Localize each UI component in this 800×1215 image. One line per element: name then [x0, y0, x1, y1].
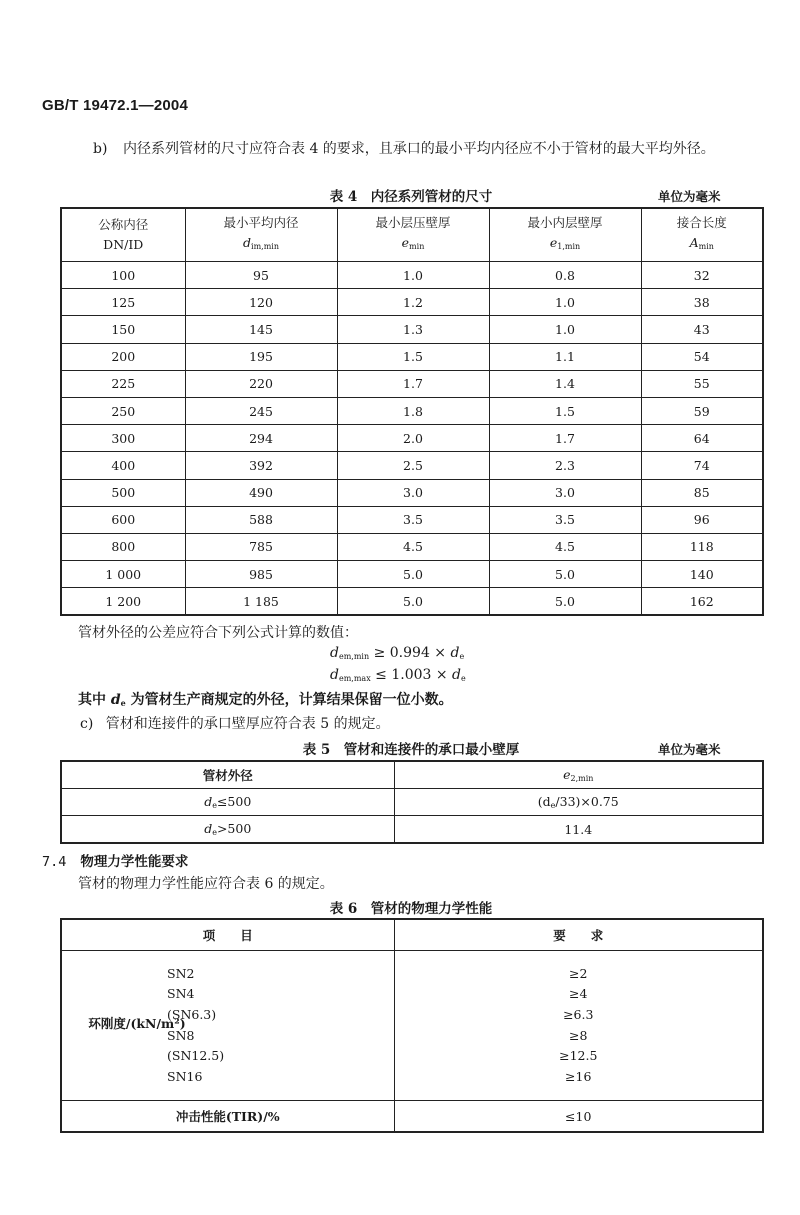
- table-cell: 85: [641, 479, 763, 506]
- formula-var: d: [330, 645, 339, 661]
- table-cell: 1.4: [489, 370, 641, 397]
- table-cell: 300: [61, 425, 185, 452]
- sn-grade: (SN6.3): [167, 1006, 217, 1022]
- table4-header-dn: [61, 208, 185, 262]
- table-cell: 43: [641, 316, 763, 343]
- header-title: 公称内径: [98, 217, 149, 232]
- impact-label: 冲击性能(TIR)/%: [61, 1101, 394, 1133]
- table-cell: 245: [185, 397, 337, 424]
- table-row: [61, 506, 763, 533]
- table-row: [61, 397, 763, 424]
- note-suffix: 为管材生产商规定的外径，计算结果保留一位小数。: [125, 692, 453, 708]
- symbol-sub: 1,min: [557, 242, 581, 251]
- table-cell: 1.0: [489, 316, 641, 343]
- cond-sub: e: [212, 801, 217, 810]
- table6-caption: 表 6 管材的物理力学性能: [329, 901, 493, 917]
- table-row: [61, 789, 763, 816]
- table-cell: 220: [185, 370, 337, 397]
- cond-sub: e: [212, 828, 217, 837]
- formula-relation: ≥ 0.994 ×: [369, 645, 451, 661]
- table-cell: 1 000: [61, 561, 185, 588]
- table-cell: 1.3: [337, 316, 489, 343]
- ring-stiffness-cell: [61, 951, 394, 1101]
- table-cell: 195: [185, 343, 337, 370]
- table-cell: 225: [61, 370, 185, 397]
- sn-requirement: ≥12.5: [559, 1048, 598, 1064]
- table-cell: 4.5: [489, 533, 641, 560]
- table-cell: 1.1: [489, 343, 641, 370]
- symbol-var: e: [549, 235, 558, 250]
- sn-grade: SN16: [167, 1068, 203, 1084]
- table4-header-dim: [185, 208, 337, 262]
- table5-cond: [61, 789, 394, 816]
- formula-rhs-sub: e: [461, 674, 466, 683]
- header-symbol: [338, 233, 489, 257]
- table-row: [61, 343, 763, 370]
- table-cell: 500: [61, 479, 185, 506]
- sn-requirement: ≥8: [569, 1027, 588, 1043]
- table-cell: 5.0: [337, 588, 489, 616]
- header-title: 接合长度: [676, 215, 727, 230]
- table5-header-e2min: [394, 761, 763, 789]
- table-cell: 250: [61, 397, 185, 424]
- sn-requirement: ≥6.3: [563, 1006, 594, 1022]
- table-row: [61, 425, 763, 452]
- value-head: (d: [537, 794, 551, 809]
- table-cell: 400: [61, 452, 185, 479]
- table-cell: 3.0: [337, 479, 489, 506]
- formula-sub: em,min: [338, 652, 370, 661]
- table6-ring-stiffness-row: [61, 951, 763, 1101]
- table-cell: 74: [641, 452, 763, 479]
- table6-physical-properties: [60, 918, 764, 1133]
- cond-var: d: [204, 794, 213, 809]
- table4-body: [61, 262, 763, 616]
- table6-header-requirement: 要 求: [394, 919, 763, 951]
- table-cell: 294: [185, 425, 337, 452]
- symbol-var: e: [401, 235, 410, 250]
- table-cell: 1 200: [61, 588, 185, 616]
- table5-header-od: 管材外径: [61, 761, 394, 789]
- table4-caption: 表 4 内径系列管材的尺寸: [329, 189, 493, 205]
- table-row: [61, 289, 763, 316]
- table-cell: 785: [185, 533, 337, 560]
- tolerance-intro: 管材外径的公差应符合下列公式计算的数值：: [78, 625, 358, 641]
- symbol-sub: min: [409, 242, 425, 251]
- sn-grade: SN4: [167, 986, 195, 1002]
- table-cell: 1.7: [337, 370, 489, 397]
- table-cell: 120: [185, 289, 337, 316]
- table-cell: 490: [185, 479, 337, 506]
- table-cell: 59: [641, 397, 763, 424]
- item-b-paragraph: [93, 137, 763, 162]
- table-cell: 800: [61, 533, 185, 560]
- item-c-paragraph: [80, 712, 390, 737]
- header-title: 最小平均内径: [223, 215, 299, 230]
- table-row: [61, 316, 763, 343]
- table5-cond: [61, 816, 394, 844]
- header-symbol: [642, 233, 763, 257]
- formula-rhs-var: d: [450, 645, 460, 661]
- header-symbol: [490, 233, 641, 257]
- table-cell: 588: [185, 506, 337, 533]
- table-row: [61, 370, 763, 397]
- table6-impact-row: [61, 1101, 763, 1133]
- table-cell: 54: [641, 343, 763, 370]
- table-row: [61, 533, 763, 560]
- table-cell: 1.8: [337, 397, 489, 424]
- table-cell: 64: [641, 425, 763, 452]
- formula-var: d: [330, 667, 339, 683]
- table-cell: 118: [641, 533, 763, 560]
- formula-min: [330, 645, 464, 661]
- table-cell: 1 185: [185, 588, 337, 616]
- item-b-text: 内径系列管材的尺寸应符合表 4 的要求，且承口的最小平均内径应不小于管材的最大平均外径。: [123, 141, 715, 157]
- table-cell: 38: [641, 289, 763, 316]
- table-cell: 95: [185, 262, 337, 289]
- table-row: [61, 262, 763, 289]
- table-cell: 145: [185, 316, 337, 343]
- table-cell: 32: [641, 262, 763, 289]
- table6-header-row: [61, 919, 763, 951]
- table-row: [61, 561, 763, 588]
- formula-relation: ≤ 1.003 ×: [370, 667, 453, 683]
- table-cell: 5.0: [489, 561, 641, 588]
- table6-header-item: 项 目: [61, 919, 394, 951]
- table-cell: 96: [641, 506, 763, 533]
- sn-grade: SN8: [167, 1027, 195, 1043]
- table-cell: 1.0: [489, 289, 641, 316]
- table4-header-amin: [641, 208, 763, 262]
- table5-header-row: [61, 761, 763, 789]
- section-7-4-title: [42, 850, 188, 870]
- table-cell: 3.5: [489, 506, 641, 533]
- table-cell: 1.5: [337, 343, 489, 370]
- header-symbol: DN/ID: [103, 237, 144, 252]
- table-cell: 392: [185, 452, 337, 479]
- table-cell: 100: [61, 262, 185, 289]
- note-sub: e: [120, 698, 126, 708]
- symbol-var: A: [689, 235, 699, 250]
- ring-stiffness-label: 环刚度/(kN/m²): [88, 1016, 186, 1031]
- table-cell: 3.5: [337, 506, 489, 533]
- ring-stiffness-requirements: [394, 951, 763, 1101]
- formula-rhs-sub: e: [459, 652, 465, 661]
- table-cell: 5.0: [489, 588, 641, 616]
- table-cell: 162: [641, 588, 763, 616]
- sn-requirement: ≥16: [565, 1068, 592, 1084]
- impact-requirement: ≤10: [394, 1101, 763, 1133]
- section-7-4-text: 管材的物理力学性能应符合表 6 的规定。: [78, 876, 334, 892]
- table-cell: 200: [61, 343, 185, 370]
- sn-requirement: ≥4: [569, 986, 588, 1002]
- cond-text: >500: [216, 821, 252, 836]
- sn-grade: SN2: [167, 965, 195, 981]
- table-cell: 2.0: [337, 425, 489, 452]
- table-cell: 2.3: [489, 452, 641, 479]
- section-number: 7.4: [42, 854, 67, 870]
- item-c-label: c): [80, 716, 94, 732]
- table5-caption: 表 5 管材和连接件的承口最小壁厚: [302, 742, 520, 758]
- cond-text: ≤500: [216, 794, 252, 809]
- table-cell: 0.8: [489, 262, 641, 289]
- table-cell: 600: [61, 506, 185, 533]
- table4-header-e1min: [489, 208, 641, 262]
- table5-socket-thickness: [60, 760, 764, 844]
- symbol-sub: im,min: [251, 242, 279, 251]
- table4-dimensions: [60, 207, 764, 616]
- table-cell: 1.7: [489, 425, 641, 452]
- table4-unit: 单位为毫米: [658, 189, 721, 204]
- table-row: [61, 588, 763, 616]
- symbol-sub: min: [698, 242, 714, 251]
- symbol-var: d: [243, 235, 252, 250]
- table-cell: 5.0: [337, 561, 489, 588]
- table-cell: 140: [641, 561, 763, 588]
- table-row: [61, 452, 763, 479]
- value-tail: /33)×0.75: [555, 794, 619, 809]
- table5-unit: 单位为毫米: [658, 742, 721, 757]
- standard-code-header: GB/T 19472.1—2004: [42, 97, 188, 114]
- header-title: 最小内层壁厚: [527, 215, 603, 230]
- symbol-sub: 2,min: [570, 774, 594, 783]
- table-cell: 4.5: [337, 533, 489, 560]
- table-cell: 125: [61, 289, 185, 316]
- value-sub: e: [550, 801, 556, 810]
- note-prefix: 其中: [78, 692, 111, 708]
- table-cell: 55: [641, 370, 763, 397]
- table-cell: 1.5: [489, 397, 641, 424]
- item-c-text: 管材和连接件的承口壁厚应符合表 5 的规定。: [105, 716, 390, 732]
- table-row: [61, 816, 763, 844]
- table-cell: 1.0: [337, 262, 489, 289]
- table-cell: 985: [185, 561, 337, 588]
- table-cell: 150: [61, 316, 185, 343]
- header-title: 最小层压壁厚: [375, 215, 451, 230]
- table5-value: 11.4: [394, 816, 763, 844]
- table5-value: [394, 789, 763, 816]
- table-cell: 1.2: [337, 289, 489, 316]
- symbol-var: e: [563, 767, 571, 782]
- section-title-text: 物理力学性能要求: [80, 854, 189, 870]
- sn-requirement: ≥2: [569, 965, 588, 981]
- item-b-label: b): [93, 141, 108, 157]
- note-var: d: [110, 692, 121, 708]
- table-cell: 3.0: [489, 479, 641, 506]
- header-symbol: [186, 233, 337, 257]
- table-cell: 2.5: [337, 452, 489, 479]
- table4-header-emin: [337, 208, 489, 262]
- formula-max: [330, 667, 466, 683]
- formula-sub: em,max: [338, 674, 371, 683]
- cond-var: d: [204, 821, 213, 836]
- table-row: [61, 479, 763, 506]
- formula-rhs-var: d: [452, 667, 462, 683]
- sn-grade: (SN12.5): [167, 1048, 225, 1064]
- table4-header-row: [61, 208, 763, 262]
